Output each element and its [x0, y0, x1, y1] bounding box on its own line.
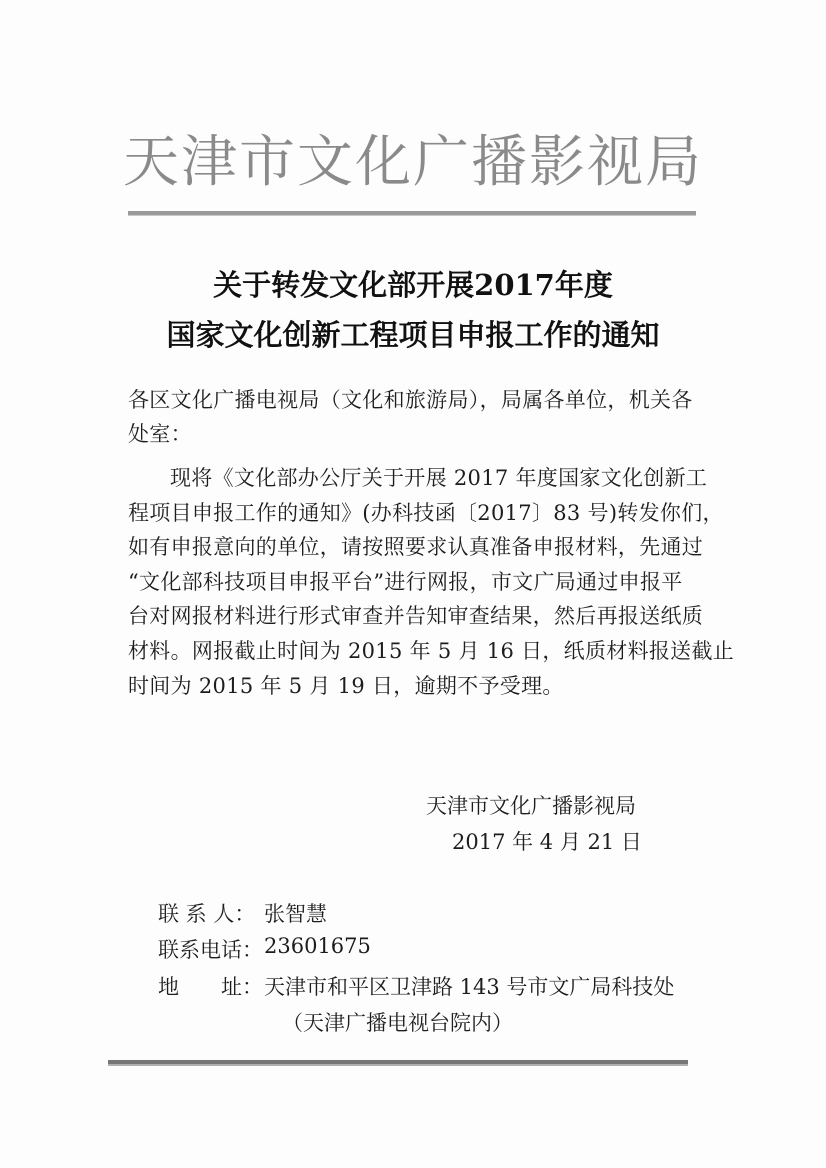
addressee-line-2: 处室： [128, 422, 192, 446]
body-line: “文化部科技项目申报平台”进行网报，市文广局通过申报平 [128, 570, 683, 594]
body-line: 材料。网报截止时间为 2015 年 5 月 16 日，纸质材料报送截止 [128, 639, 735, 663]
body-line: 现将《文化部办公厅关于开展 2017 年度国家文化创新工 [170, 466, 708, 490]
contact-phone-label: 联系电话： [158, 938, 263, 962]
contact-person-label: 联 系 人： [158, 902, 256, 926]
document-title-line-1: 关于转发文化部开展2017年度 [213, 268, 613, 302]
contact-address-label: 地 址： [158, 975, 263, 999]
letterhead-org-name: 天津市文化广播影视局 [123, 130, 703, 195]
addressee-line-1: 各区文化广播电视局（文化和旅游局），局属各单位，机关各 [128, 388, 693, 412]
body-line: 程项目申报工作的通知》(办科技函〔2017〕83 号)转发你们， [128, 501, 724, 525]
document-title-line-2: 国家文化创新工程项目申报工作的通知 [166, 318, 660, 352]
contact-person: 张智慧 [264, 902, 327, 926]
body-line: 如有申报意向的单位，请按照要求认真准备申报材料，先通过 [128, 535, 704, 559]
body-line: 台对网报材料进行形式审查并告知审查结果，然后再报送纸质 [128, 604, 704, 628]
contact-phone: 23601675 [264, 934, 371, 958]
contact-address: 天津市和平区卫津路 143 号市文广局科技处 [264, 975, 675, 999]
footer-divider [108, 1060, 688, 1066]
signature-org: 天津市文化广播影视局 [426, 794, 636, 818]
body-line: 时间为 2015 年 5 月 19 日，逾期不予受理。 [128, 674, 564, 698]
letterhead-divider [128, 211, 696, 216]
contact-address-note: （天津广播电视台院内） [282, 1011, 513, 1035]
signature-date: 2017 年 4 月 21 日 [452, 830, 642, 854]
